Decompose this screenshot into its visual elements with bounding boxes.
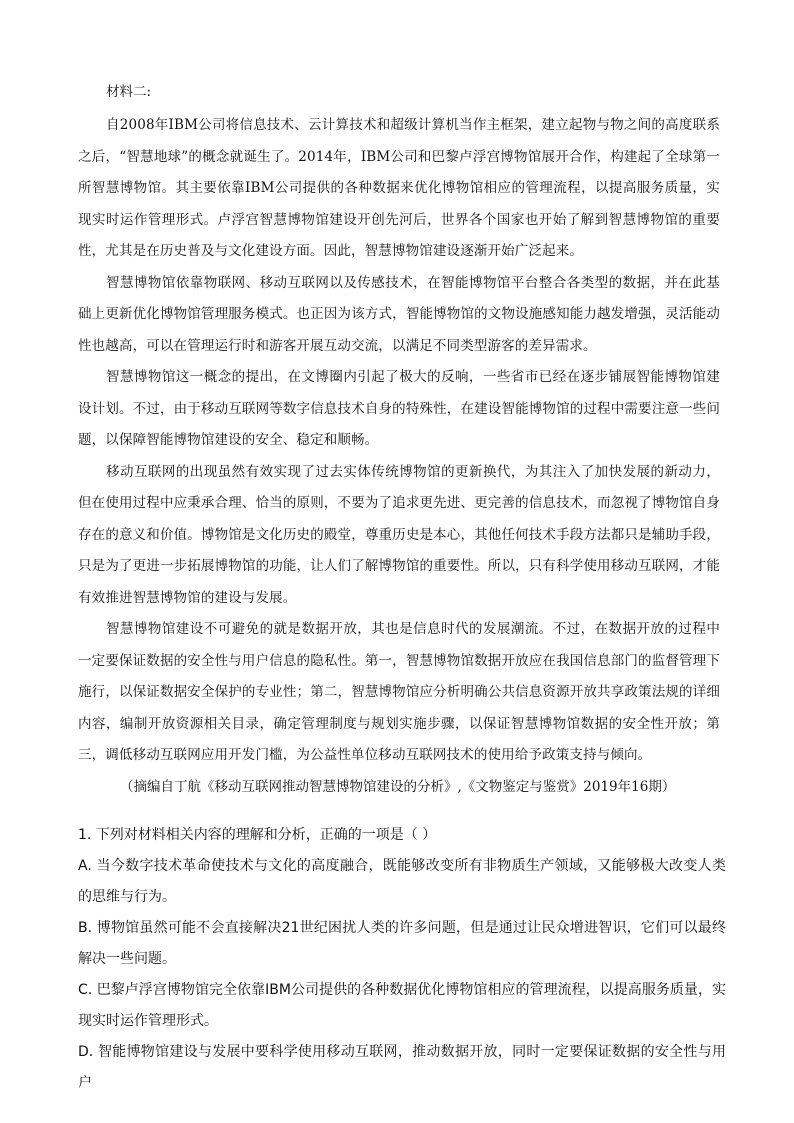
material-source-citation: （摘编自丁航《移动互联网推动智慧博物馆建设的分析》,《文物鉴定与鉴赏》2019年16期） xyxy=(120,778,676,795)
material-heading: 材料二: xyxy=(106,84,152,100)
question-1 xyxy=(78,820,726,1099)
option-d: D. 智能博物馆建设与发展中要科学使用移动互联网，推动数据开放，同时一定要保证数据的安全性与用户 xyxy=(78,1044,726,1091)
option-a: A. 当今数字技术革命使技术与文化的高度融合，既能够改变所有非物质生产领域，又能够极大改变人类的思维与行为。 xyxy=(78,858,726,905)
material-paragraph-4: 移动互联网的出现虽然有效实现了过去实体传统博物馆的更新换代，为其注入了加快发展的新动力，但在使用过程中应秉承合理、恰当的原则，不要为了追求更先进、更完善的信息技术，而忽视了博物馆自身存在的意义和价值。博物馆是文化历史的殿堂，尊重历史是本心，其他任何技术手段方法都只是辅助手段，只是为了更进一步拓展博物馆的功能，让人们了解博物馆的重要性。所以，只有科学使用移动互联网，才能有效推进智慧博物馆的建设与发展。 xyxy=(78,463,720,606)
question-stem: 1. 下列对材料相关内容的理解和分析，正确的一项是（ ） xyxy=(78,827,437,843)
material-paragraph-5: 智慧博物馆建设不可避免的就是数据开放，其也是信息时代的发展潮流。不过，在数据开放的过程中一定要保证数据的安全性与用户信息的隐私性。第一，智慧博物馆数据开放应在我国信息部门的监督管理下施行，以保证数据安全保护的专业性；第二，智慧博物馆应分析明确公共信息资源开放共享政策法规的详细内容，编制开放资源相关目录，确定管理制度与规划实施步骤，以保证智慧博物馆数据的安全性开放；第三，调低移动互联网应用开发门槛，为公益性单位移动互联网技术的使用给予政策支持与倾向。 xyxy=(78,621,720,763)
option-b: B. 博物馆虽然可能不会直接解决21世纪困扰人类的许多问题，但是通过让民众增进智识，它们可以最终解决一些问题。 xyxy=(78,920,726,967)
reading-material xyxy=(78,82,720,803)
material-paragraph-1: 自2008年IBM公司将信息技术、云计算技术和超级计算机当作主框架，建立起物与物之间的高度联系之后，“智慧地球”的概念就诞生了。2014年，IBM公司和巴黎卢浮宫博物馆展开合作，构建起了全球第一所智慧博物馆。其主要依靠IBM公司提供的各种数据来优化博物馆相应的管理流程，以提高服务质量，实现实时运作管理形式。卢浮宫智慧博物馆建设开创先河后，世界各个国家也开始了解到智慧博物馆的重要性，尤其是在历史普及与文化建设方面。因此，智慧博物馆建设逐渐开始广泛起来。 xyxy=(78,117,720,259)
option-c: C. 巴黎卢浮宫博物馆完全依靠IBM公司提供的各种数据优化博物馆相应的管理流程，以提高服务质量，实现实时运作管理形式。 xyxy=(78,982,726,1029)
material-paragraph-3: 智慧博物馆这一概念的提出，在文博圈内引起了极大的反响，一些省市已经在逐步铺展智能博物馆建设计划。不过，由于移动互联网等数字信息技术自身的特殊性，在建设智能博物馆的过程中需要注意一些问题，以保障智能博物馆建设的安全、稳定和顺畅。 xyxy=(78,369,720,448)
material-paragraph-2: 智慧博物馆依靠物联网、移动互联网以及传感技术，在智能博物馆平台整合各类型的数据，并在此基础上更新优化博物馆管理服务模式。也正因为该方式，智能博物馆的文物设施感知能力越发增强，灵活能动性也越高，可以在管理运行时和游客开展互动交流，以满足不同类型游客的差异需求。 xyxy=(78,274,720,354)
